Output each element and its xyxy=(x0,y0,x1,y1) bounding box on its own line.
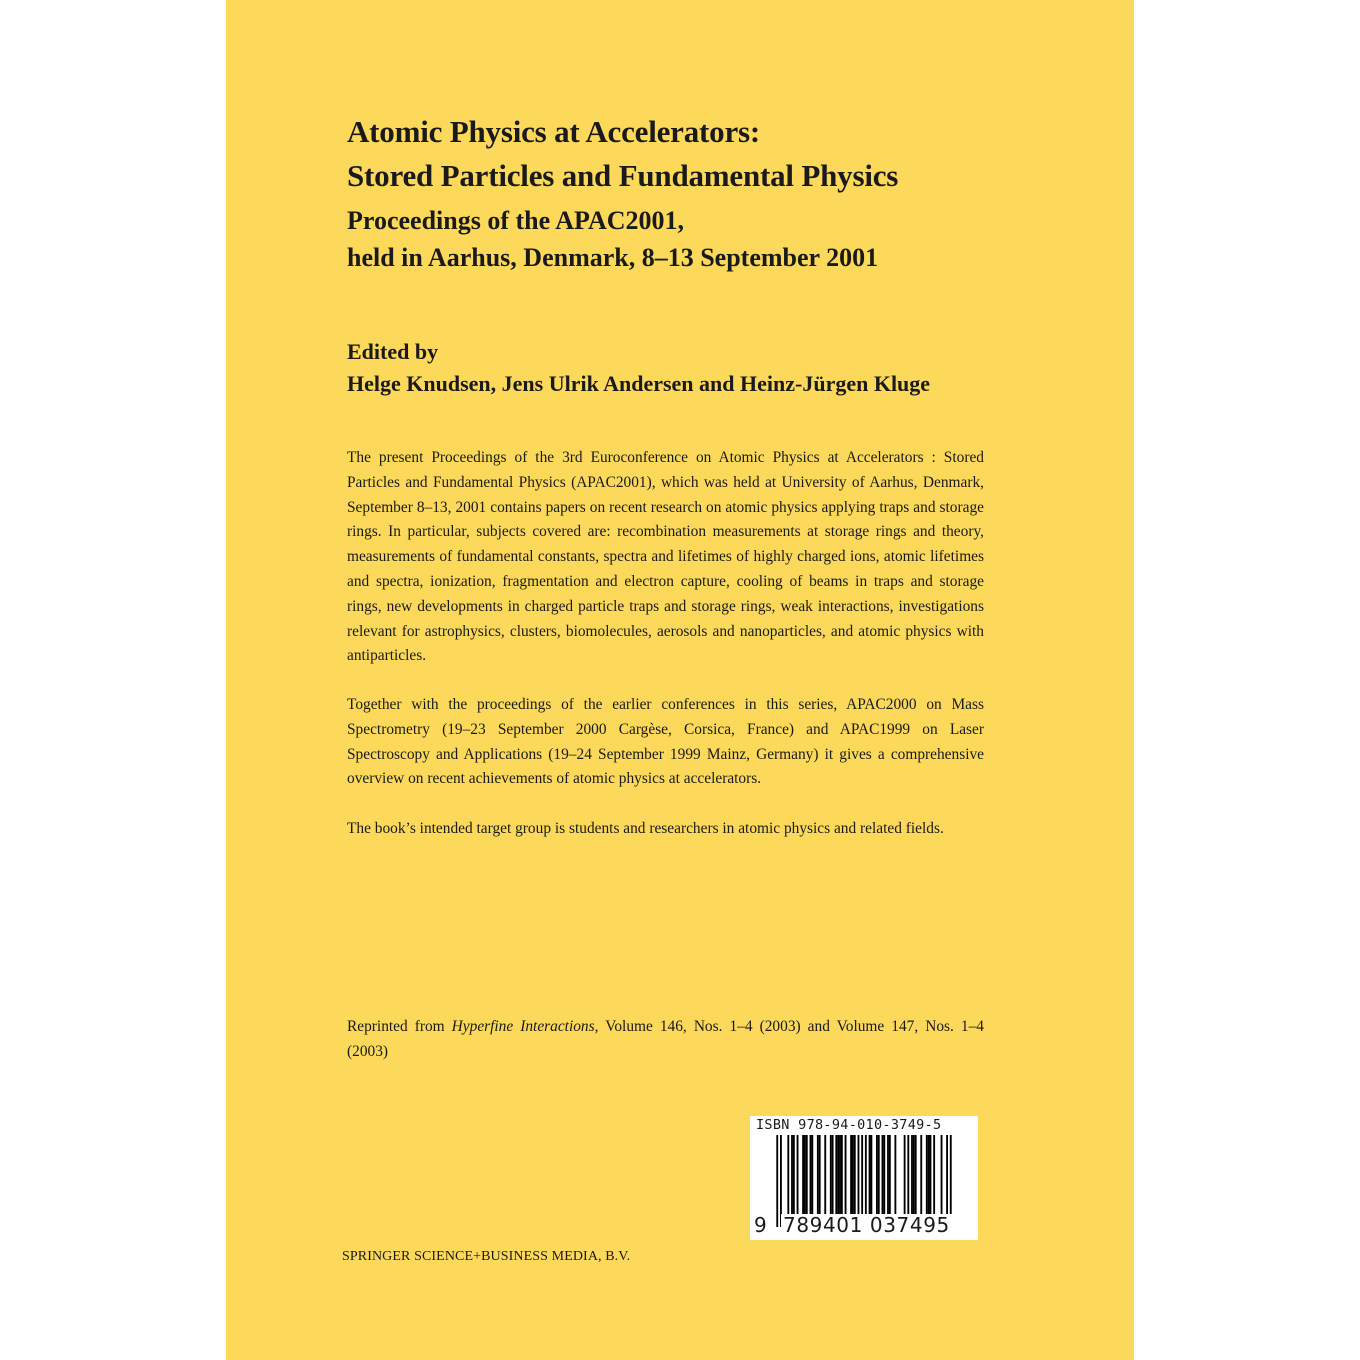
barcode-bar xyxy=(869,1135,871,1215)
barcode-bar xyxy=(920,1135,922,1215)
barcode-bar xyxy=(817,1135,819,1215)
barcode-bar xyxy=(878,1135,880,1215)
book-back-cover xyxy=(226,0,1134,1360)
target-group-paragraph: The book’s intended target group is students and researchers in atomic physics and related fields. xyxy=(347,820,944,837)
barcode-bar xyxy=(810,1135,812,1215)
editor-names: Helge Knudsen, Jens Ulrik Andersen and Heinz-Jürgen Kluge xyxy=(347,371,931,396)
barcode-bar xyxy=(876,1135,878,1215)
barcode-bar xyxy=(835,1135,837,1215)
reprint-suffix: , Volume 146, Nos. 1–4 (2003) and Volume 147, Nos. 1–4 (2003) xyxy=(347,1018,984,1060)
subtitle-line-1: Proceedings of the APAC2001, xyxy=(347,206,684,235)
subtitle-line-2: held in Aarhus, Denmark, 8–13 September 2001 xyxy=(347,243,879,272)
barcode-bar xyxy=(870,1135,872,1215)
barcode-bar xyxy=(913,1135,915,1215)
barcode-bar xyxy=(887,1135,889,1215)
edited-by-label: Edited by xyxy=(347,339,439,364)
barcode-bar xyxy=(889,1135,891,1215)
barcode-bar xyxy=(941,1135,943,1215)
reprint-prefix: Reprinted from xyxy=(347,1018,452,1035)
barcode-bar xyxy=(804,1135,806,1215)
barcode-bar xyxy=(894,1135,896,1215)
barcode-bar xyxy=(852,1135,854,1215)
title-line-2: Stored Particles and Fundamental Physics xyxy=(347,158,899,193)
reprint-journal: Hyperfine Interactions xyxy=(451,1018,595,1035)
barcode-bar xyxy=(824,1135,826,1215)
barcode-bar xyxy=(854,1135,856,1215)
barcode-bar xyxy=(811,1135,813,1215)
barcode-bar xyxy=(830,1135,832,1215)
barcode-bar xyxy=(845,1135,847,1215)
barcode-bar xyxy=(915,1135,917,1215)
isbn-barcode xyxy=(750,1116,978,1240)
book-subtitle xyxy=(347,202,1107,276)
barcode-bar xyxy=(806,1135,808,1215)
barcode-bar xyxy=(882,1135,884,1215)
barcode-bar xyxy=(819,1135,821,1215)
editors-block xyxy=(347,336,1107,400)
description-paragraph-1: The present Proceedings of the 3rd Euroconference on Atomic Physics at Accelerators : Stored Particles and Fundamental Physics (APAC2001), which was held at University of Aarhus, Denmark, September 8–13, 2001 contains papers on recent research on atomic physics applying traps and storage rings. In particular, subjects covered are: recombination measurements at storage rings and theory, measurements of fundamental constants, spectra and lifetimes of highly charged ions, atomic lifetimes and spectra, ionization, fragmentation and electron capture, cooling of beams in traps and storage rings, new developments in charged particle traps and storage rings, weak interactions, investigations relevant for astrophysics, clusters, biomolecules, aerosols and nanoparticles, and atomic physics with antiparticles. xyxy=(347,449,984,665)
barcode-bar xyxy=(911,1135,913,1215)
barcode-bar xyxy=(883,1135,885,1215)
book-title xyxy=(347,110,1107,198)
barcode-bar xyxy=(791,1135,793,1215)
barcode-bar xyxy=(926,1135,928,1215)
barcode-bar xyxy=(933,1135,935,1215)
barcode-bar xyxy=(858,1135,860,1215)
barcode-bar xyxy=(837,1135,839,1215)
barcode-bar xyxy=(839,1135,841,1215)
ean-first-digit: 9 xyxy=(754,1213,767,1237)
barcode-bar xyxy=(907,1135,909,1215)
description-paragraph-2: Together with the proceedings of the earlier conferences in this series, APAC2000 on Mass Spectrometry (19–23 September 2000 Cargèse, Corsica, France) and APAC1999 on Laser Spectroscopy and Applications (19–24 September 1999 Mainz, Germany) it gives a comprehensive overview on recent achievements of atomic physics at accelerators. xyxy=(347,696,984,788)
barcode-bar xyxy=(793,1135,795,1215)
title-line-1: Atomic Physics at Accelerators: xyxy=(347,114,761,149)
ean-digits: 789401 037495 xyxy=(783,1213,950,1237)
barcode-bar xyxy=(797,1135,799,1215)
barcode-bar xyxy=(776,1135,778,1227)
barcode-bar xyxy=(904,1135,906,1215)
barcode-bar xyxy=(787,1135,789,1215)
barcode-bar xyxy=(928,1135,930,1215)
barcode-bar xyxy=(802,1135,804,1215)
reprint-note xyxy=(347,1015,984,1065)
barcode-bar xyxy=(841,1135,843,1215)
barcode-bar xyxy=(930,1135,932,1215)
barcode-bar xyxy=(832,1135,834,1215)
isbn-label: ISBN 978-94-010-3749-5 xyxy=(756,1117,942,1133)
publisher-name: SPRINGER SCIENCE+BUSINESS MEDIA, B.V. xyxy=(342,1249,631,1264)
barcode-bar xyxy=(850,1135,852,1215)
